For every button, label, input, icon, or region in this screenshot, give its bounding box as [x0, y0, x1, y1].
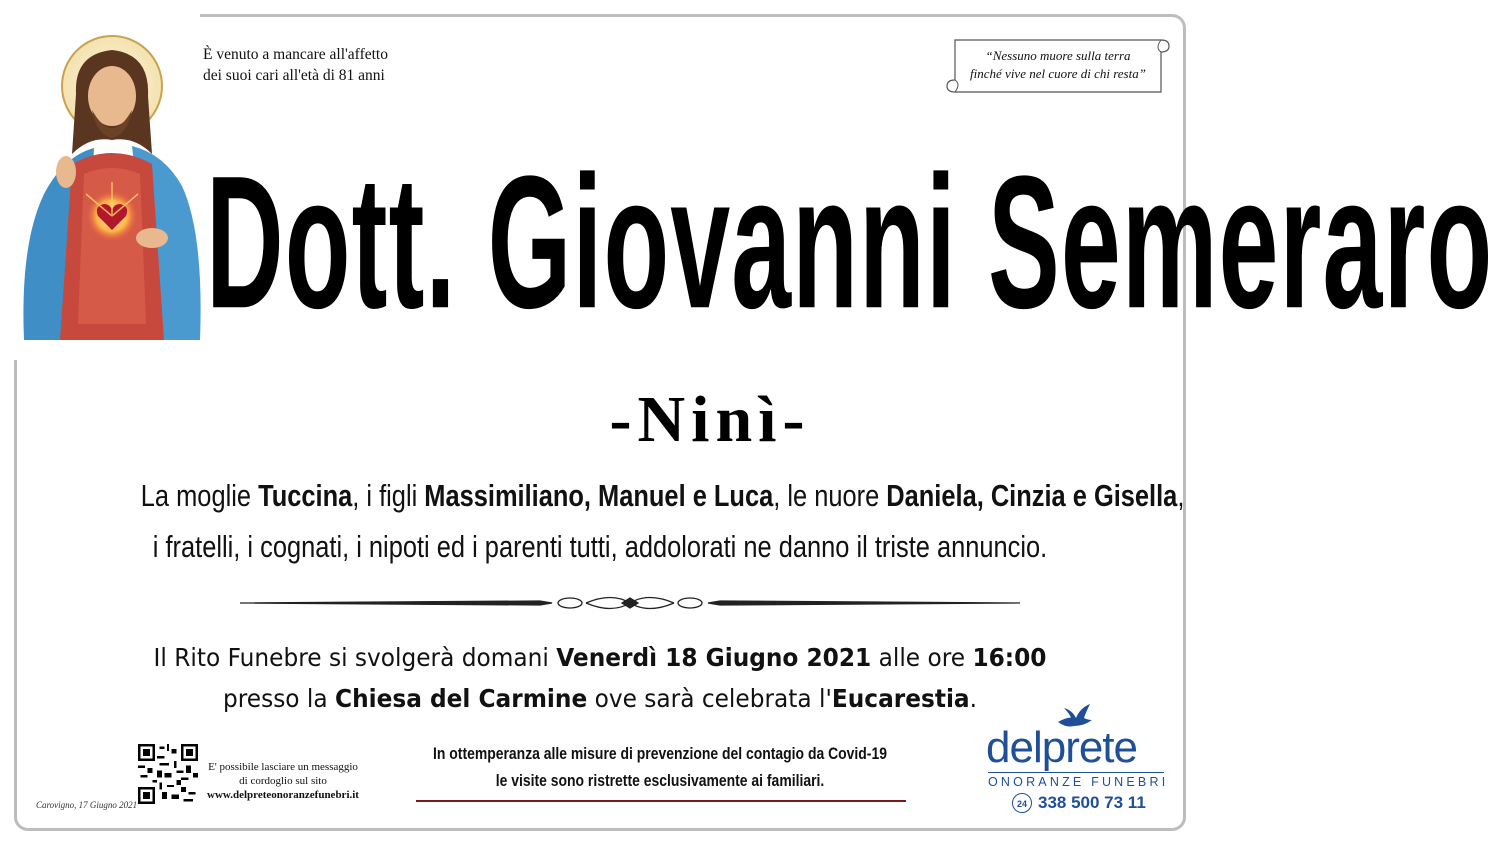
condolence-info [198, 760, 368, 802]
ornamental-divider [240, 590, 1020, 616]
agency-subtitle: ONORANZE FUNEBRI [988, 772, 1164, 789]
text-fragment: La moglie [140, 478, 259, 513]
intro-line-1: È venuto a mancare all'affetto [203, 46, 388, 63]
wife-name: Tuccina [258, 478, 353, 513]
quote-line-1: “Nessuno muore sulla terra [985, 48, 1131, 63]
text-fragment: , [1177, 478, 1185, 513]
condolence-line-1: E' possibile lasciare un messaggio [208, 761, 358, 773]
text-fragment: alle ore [871, 643, 973, 672]
announcement-line-2: i fratelli, i cognati, i nipoti ed i parenti tutti, addolorati ne danno il triste annuncio. [152, 529, 1048, 564]
funeral-line-2 [79, 678, 1121, 719]
funeral-details [79, 637, 1121, 719]
text-fragment: ove sarà celebrata l' [587, 684, 832, 713]
covid-underline [416, 800, 906, 802]
announcement [140, 470, 1185, 572]
covid-notice [430, 740, 889, 794]
quote-text [952, 47, 1164, 83]
funeral-line-1 [79, 637, 1121, 678]
funeral-date: Venerdì 18 Giugno 2021 [556, 643, 872, 672]
children-names: Massimiliano, Manuel e Luca [424, 478, 774, 513]
text-fragment: , le nuore [773, 478, 887, 513]
phone-24-icon: 24 [1012, 793, 1032, 813]
deceased-name: Dott. Giovanni Semeraro [206, 137, 1493, 349]
date-signature: Carovigno, 17 Giugno 2021 [36, 800, 138, 810]
covid-line-2: le visite sono ristrette esclusivamente ai familiari. [495, 771, 825, 790]
funeral-time: 16:00 [972, 643, 1047, 672]
funeral-place: Chiesa del Carmine [335, 684, 588, 713]
agency-phone[interactable]: 338 500 73 11 [1038, 793, 1146, 812]
mass-word: Eucarestia [831, 684, 970, 713]
text-fragment: presso la [222, 684, 336, 713]
daughters-in-law-names: Daniela, Cinzia e Gisella [886, 478, 1178, 513]
condolence-line-2: di cordoglio sul sito [239, 775, 327, 787]
announcement-line-1 [140, 470, 1185, 521]
sacred-heart-image [14, 24, 204, 340]
quote-line-2: finché vive nel cuore di chi resta” [970, 66, 1146, 81]
text-fragment: . [969, 684, 978, 713]
deceased-nickname: -Ninì- [609, 383, 811, 456]
qr-code-icon[interactable] [138, 744, 198, 804]
intro-text [203, 44, 463, 86]
covid-line-1: In ottemperanza alle misure di prevenzione del contagio da Covid-19 [433, 744, 887, 763]
intro-line-2: dei suoi cari all'età di 81 anni [203, 67, 385, 84]
text-fragment: , i figli [352, 478, 425, 513]
agency-name: delprete [986, 723, 1138, 772]
condolence-website-link[interactable]: www.delpreteonoranzefunebri.it [207, 789, 359, 801]
text-fragment: Il Rito Funebre si svolgerà domani [153, 643, 557, 672]
